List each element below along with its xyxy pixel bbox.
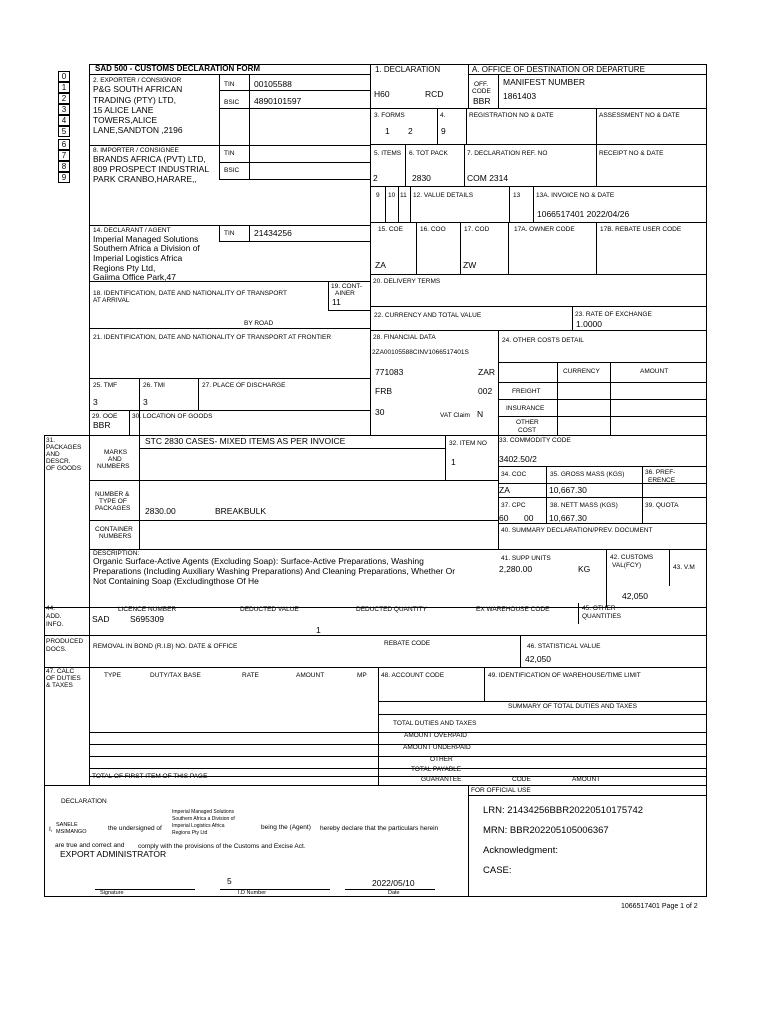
exporter-label: 2. EXPORTER / CONSIGNOR [93,77,182,84]
currency-col: CURRENCY [563,368,600,375]
nett-mass-label: 38. NETT MASS (KGS) [550,502,618,509]
transport-frontier-label: 21. IDENTIFICATION, DATE AND NATIONALITY OF TRANSPORT AT FRONTIER [93,334,332,341]
exchange-value: 1.0000 [576,319,602,329]
coe-value: ZA [375,260,386,270]
statistical-label: 46. STATISTICAL VALUE [527,643,601,650]
insurance-label: INSURANCE [506,405,545,412]
item-no-value: 1 [451,457,456,467]
rebate-code-label: REBATE CODE [384,640,431,647]
customs-val-label: VAL(FCY) [612,562,642,569]
declarant-tin-label: TIN [224,230,235,237]
item-no-label: 32. ITEM NO [449,440,487,447]
registration-label: REGISTRATION NO & DATE [469,112,554,119]
manifest-value: 1861403 [503,91,537,101]
supp-units-unit: KG [578,564,591,574]
forms-v1: 1 [385,126,390,136]
mrn: MRN: BBR202205105006367 [483,825,609,836]
off-code-label: OFF. [474,81,489,88]
form-title: SAD 500 - CUSTOMS DECLARATION FORM [95,64,261,73]
declaration-company: Imperial Logistics Africa [172,823,225,829]
capacity: EXPORT ADMINISTRATOR [60,849,167,859]
manifest-label: MANIFEST NUMBER [503,77,586,87]
discharge-label: 27. PLACE OF DISCHARGE [202,382,286,389]
official-label: FOR OFFICIAL USE [471,787,531,794]
lrn: LRN: 21434256BBR20220510175742 [483,805,644,816]
box10: 10 [388,192,396,199]
box13: 13 [513,192,521,199]
items-label: 5. ITEMS [374,150,402,157]
declarant-line: Regions Pty Ltd, [93,263,156,273]
coc-label: 34. COC [501,471,527,478]
side-number: 0 [58,71,70,82]
goods-side: AND [46,451,60,458]
licence-value: S695309 [130,614,165,624]
customs-val-value: 42,050 [622,591,648,601]
delivery-terms-label: 20. DELIVERY TERMS [373,278,441,285]
financial-v1: 771083 [375,367,404,377]
forms-label: 3. FORMS [374,112,405,119]
coo-label: 16. COO [420,226,446,233]
declaration-company: Imperial Managed Solutions [172,809,234,815]
id-number: 5 [227,876,232,886]
duty-col: MP [357,672,367,679]
side-number: 2 [58,93,70,104]
goods-side: PACKAGES [46,444,82,451]
addinfo-side: INFO. [46,621,64,628]
description-line: Organic Surface-Active Agents (Excluding Soap): Surface-Active Preparations, Washing [93,556,424,566]
ooe-value: BBR [93,420,111,430]
produced-docs: DOCS. [46,646,67,653]
other-costs-label: 24. OTHER COSTS DETAIL [502,337,584,344]
preference-label: 36. PREF- [645,469,676,476]
exporter-tin: 00105588 [254,79,292,89]
packages-count: 2830.00 [145,506,176,516]
goods-side: OF GOODS [46,465,82,472]
container-label: 19. CONT- [331,283,363,290]
hereby-text: hereby declare that the particulars herein [320,825,439,832]
sad-value: SAD [92,614,110,624]
removal-label: REMOVAL IN BOND (R.I.B) NO. DATE & OFFICE [93,643,238,650]
declarant-line: Imperial Logistics Africa [93,253,183,263]
acknowledgment: Acknowledgment: [483,845,558,856]
packages-label: NUMBER & [95,491,130,498]
financial-v2b: 002 [478,386,493,396]
declarant-line: Gaiima Office Park,47 [93,272,176,282]
invoice-value: 1066517401 2022/04/26 [537,209,630,219]
marks-label: NUMBERS [97,463,130,470]
ooe-label: 29. OOE [92,413,118,420]
owner-code-label: 17A. OWNER CODE [514,226,575,233]
vat-claim-value: N [477,409,484,419]
duty-row: AMOUNT UNDERPAID [403,744,471,751]
description-label: DESCRIPTION: [93,550,140,557]
packages-label: TYPE OF [99,498,127,505]
vm-label: 43. V.M [673,564,695,571]
licence-label: LICENCE NUMBER [118,606,177,613]
other-qty-label: 45. OTHER [582,605,616,612]
tmi-label: 26. TMI [143,382,165,389]
other-cost-label: OTHER [516,419,539,426]
supp-units-label: 41. SUPP UNITS [501,555,551,562]
declarant-line: Imperial Managed Solutions [93,234,199,244]
container-label: AINER [335,290,355,297]
quota-label: 39. QUOTA [645,502,679,509]
importer-tin-label: TIN [224,150,235,157]
declaration-label: 1. DECLARATION [375,65,441,74]
packages-type: BREAKBULK [215,506,267,516]
duty-row: OTHER [430,756,453,763]
transport-arrival-label: 18. IDENTIFICATION, DATE AND NATIONALITY OF TRANSPORT AT ARRIVAL [93,290,287,305]
container-value: 11 [332,297,341,307]
duties-side: & TAXES [46,682,73,689]
receipt-label: RECEIPT NO & DATE [599,150,664,157]
container-numbers-label: NUMBERS [99,533,132,540]
being-agent: being the (Agent) [261,824,311,831]
side-number: 6 [58,139,70,150]
rebate-user-label: 17B. REBATE USER CODE [600,226,682,233]
financial-v1b: ZAR [478,367,495,377]
freight-label: FREIGHT [512,388,541,395]
office-label: A. OFFICE OF DESTINATION OR DEPARTURE [472,65,645,74]
preference-label: ERENCE [648,477,676,484]
warehouse-label: 49. IDENTIFICATION OF WAREHOUSE/TIME LIMIT [488,672,641,679]
exporter-bsic: 4890101597 [254,96,302,106]
side-number: 4 [58,115,70,126]
side-number: 5 [58,126,70,137]
gross-mass-label: 35. GROSS MASS (KGS) [550,471,625,478]
marks-label: AND [108,456,122,463]
other-qty-label: QUANTITIES [582,613,622,620]
nett-mass-value: 10,667.30 [549,513,587,523]
box9: 9 [376,192,380,199]
summary-label: SUMMARY OF TOTAL DUTIES AND TAXES [508,703,637,710]
exporter-line: TOWERS,ALICE [93,115,158,125]
declarant-name: SANELE [56,822,78,828]
summary-decl-label: 40. SUMMARY DECLARATION/PREV. DOCUMENT [501,527,653,534]
financial-line: 2ZA00105588CINV1066517401S [372,349,469,356]
side-number: 8 [58,161,70,172]
assessment-label: ASSESSMENT NO & DATE [599,112,680,119]
goods-side: 31. [46,437,56,444]
duty-col: RATE [242,672,259,679]
description-line: Preparations (Including Auxiliary Washing Preparations) And Cleaning Preparations, Whether Or [93,566,456,576]
deducted-qty-label: DEDUCTED QUANTITY [356,606,427,613]
financial-label: 28. FINANCIAL DATA [373,334,436,341]
cpc-value-b: 00 [524,513,534,523]
guarantee-label: GUARANTEE [421,776,462,783]
forms-v2: 2 [408,126,413,136]
cod-label: 17. COD [464,226,490,233]
customs-val-label: 42. CUSTOMS [610,554,654,561]
duty-row: AMOUNT OVERPAID [404,732,467,739]
declaration-date: 2022/05/10 [372,878,415,888]
commodity-value: 3402.50/2 [499,454,537,464]
declarant-line: Southern Africa a Division of [93,243,200,253]
comply-text: comply with the provisions of the Customs and Excise Act. [138,843,306,850]
amount-label: AMOUNT [572,776,601,783]
addinfo-side: ADD. [46,613,62,620]
duty-row: TOTAL PAYABLE [411,766,462,773]
box11: 11 [400,192,407,199]
exporter-line: P&G SOUTH AFRICAN [93,84,183,94]
amount-col: AMOUNT [640,368,669,375]
vat-claim-label: VAT Claim [440,412,470,419]
declaration-company: Southern Africa a Division of [172,816,235,822]
addinfo-side: 44. [46,605,56,612]
importer-line: PARK CRANBO,HARARE,, [93,174,197,184]
totpack-label: 6. TOT PACK [409,150,448,157]
declaration-heading: DECLARATION [61,798,107,805]
decref-value: COM 2314 [467,173,509,183]
id-label: I.D Number [238,890,267,896]
duties-side: OF DUTIES [46,675,81,682]
box4-value: 9 [441,126,446,136]
signature-label: Signature [100,890,124,896]
importer-bsic-label: BSIC [224,167,240,174]
invoice-label: 13A. INVOICE NO & DATE [536,192,615,199]
declarant-name: MSIMANGO [56,829,87,835]
declarant-prefix: I, [49,826,53,833]
coe-label: 15. COE [378,226,403,233]
importer-line: 809 PROSPECT INDUSTRIAL [93,164,210,174]
quantity-value: 1 [316,625,321,635]
date-label: Date [388,890,400,896]
decref-label: 7. DECLARATION REF. NO [467,150,548,157]
marks-label: MARKS [104,449,128,456]
items-value: 2 [373,173,378,183]
cod-value: ZW [463,260,477,270]
tmi-value: 3 [143,397,148,407]
undersigned-text: the undersigned of [108,825,162,832]
exchange-label: 23. RATE OF EXCHANGE [575,311,652,318]
declaration-v2: RCD [425,89,444,99]
financial-v3: 30 [375,407,385,417]
financial-v2: FRB [375,386,392,396]
exporter-line: 15 ALICE LANE [93,105,154,115]
coc-value: ZA [499,485,510,495]
currency-label: 22. CURRENCY AND TOTAL VALUE [374,312,482,319]
deducted-value-label: DEDUCTED VALUE [240,606,299,613]
produced-docs: PRODUCED [46,638,84,645]
duty-col: TYPE [104,672,121,679]
page-footer: 1066517401 Page 1 of 2 [621,903,698,910]
cpc-value-a: 60 [499,513,509,523]
total-first-item: TOTAL OF FIRST ITEM OF THIS PAGE [92,773,208,780]
declaration-company: Regions Pty Ltd [172,830,208,836]
tmf-value: 3 [93,397,98,407]
account-code-label: 48. ACCOUNT CODE [381,672,445,679]
exporter-tin-label: TIN [224,81,235,88]
tmf-label: 25. TMF [93,382,118,389]
side-number: 9 [58,172,70,183]
box4-label: 4. [440,112,446,119]
location-label: 30. LOCATION OF GOODS [132,413,213,420]
side-number: 3 [58,104,70,115]
gross-mass-value: 10,667.30 [549,485,587,495]
code-label: CODE [512,776,531,783]
ex-warehouse-label: EX WAREHOUSE CODE [476,606,550,613]
importer-label: 8. IMPORTER / CONSIGNEE [93,147,179,154]
goods-stc: STC 2830 CASES- MIXED ITEMS AS PER INVOICE [145,436,346,446]
off-code-value: BBR [473,96,491,106]
side-number: 1 [58,82,70,93]
importer-line: BRANDS AFRICA (PVT) LTD, [93,154,206,164]
container-numbers-label: CONTAINER [95,526,133,533]
exporter-line: TRADING (PTY) LTD, [93,95,176,105]
declaration-v1: H60 [374,89,390,99]
duty-col: AMOUNT [296,672,325,679]
exporter-bsic-label: BSIC [224,99,240,106]
goods-side: DESCR. [46,458,71,465]
other-cost-label: COST [518,427,537,434]
statistical-value: 42,050 [525,654,551,664]
duty-col: DUTY/TAX BASE [150,672,201,679]
by-road: BY ROAD [244,320,274,327]
duties-side: 47. CALC [46,668,75,675]
declarant-label: 14. DECLARANT / AGENT [93,227,171,234]
duty-row: TOTAL DUTIES AND TAXES [393,720,477,727]
supp-units-value: 2,280.00 [499,564,533,574]
case: CASE: [483,865,512,876]
off-code-label: CODE [472,88,491,95]
packages-label: PACKAGES [95,505,131,512]
side-number: 7 [58,150,70,161]
cpc-label: 37. CPC [501,502,526,509]
description-line: Not Containing Soap (Excludingthose Of He [93,576,259,586]
declarant-tin: 21434256 [254,228,292,238]
exporter-line: LANE,SANDTON ,2196 [93,125,183,135]
commodity-label: 33. COMMODITY CODE [499,437,571,444]
totpack-value: 2830 [412,173,431,183]
value-details-label: 12. VALUE DETAILS [413,192,474,199]
true-correct: are true and correct and [55,842,125,849]
